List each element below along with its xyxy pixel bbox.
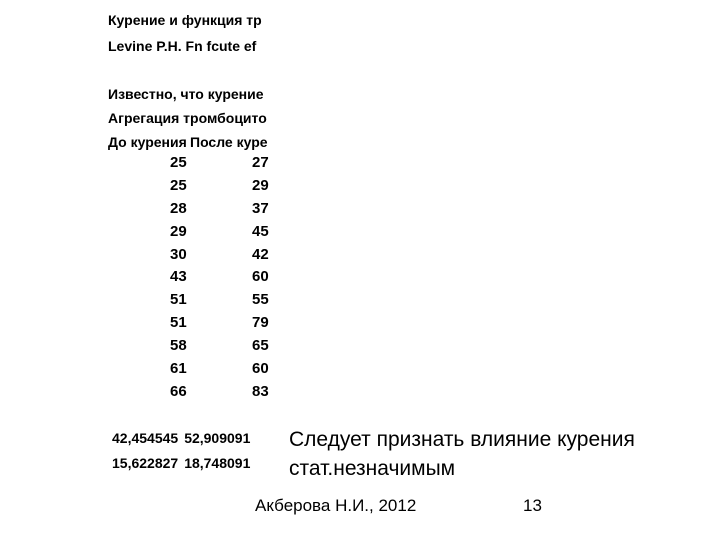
cell-after: 83: [252, 382, 269, 400]
cell-before: 58: [170, 337, 187, 355]
cell-before: 28: [170, 199, 187, 217]
cell-before: 61: [170, 360, 187, 378]
mean-before: 42,454545: [112, 430, 179, 446]
table-row: [104, 223, 280, 246]
cell-after: 42: [252, 245, 269, 263]
sheet-column-headers: [108, 134, 268, 150]
table-row: [104, 246, 280, 269]
cell-before: 66: [170, 382, 187, 400]
conclusion-line1: Следует признать влияние курения: [289, 428, 635, 451]
conclusion-text: [289, 425, 709, 483]
sheet-text-line1: Известно, что курение: [108, 86, 264, 102]
cell-before: 51: [170, 291, 187, 309]
cell-before: 29: [170, 222, 187, 240]
cell-after: 37: [252, 199, 269, 217]
table-row: [104, 154, 280, 177]
cell-after: 60: [252, 360, 269, 378]
column-header-before: До курения: [108, 134, 187, 150]
sheet-title-line1: Курение и функция тр: [108, 12, 262, 28]
spreadsheet-excerpt: [104, 8, 280, 478]
data-rows: [104, 154, 280, 406]
mean-row: [112, 430, 250, 446]
cell-before: 43: [170, 268, 187, 286]
conclusion-line2: стат.незначимым: [289, 457, 456, 480]
cell-after: 55: [252, 291, 269, 309]
table-row: [104, 200, 280, 223]
column-header-after: После куре: [190, 134, 268, 150]
cell-after: 60: [252, 268, 269, 286]
page-number: 13: [523, 496, 542, 515]
cell-after: 27: [252, 154, 269, 171]
sd-before: 15,622827: [112, 455, 179, 471]
mean-after: 52,909091: [184, 430, 251, 446]
footer-author: Акберова Н.И., 2012: [255, 496, 417, 515]
sd-after: 18,748091: [184, 455, 251, 471]
table-row: [104, 268, 280, 291]
table-row: [104, 177, 280, 200]
table-row: [104, 314, 280, 337]
table-row: [104, 291, 280, 314]
cell-after: 79: [252, 314, 269, 332]
sheet-title-line2: Levine P.H. Fn fcute ef: [108, 38, 257, 54]
sheet-text-line2: Агрегация тромбоцито: [108, 110, 267, 126]
cell-before: 25: [170, 176, 187, 194]
cell-before: 51: [170, 314, 187, 332]
cell-after: 65: [252, 337, 269, 355]
cell-before: 25: [170, 154, 187, 171]
cell-after: 45: [252, 222, 269, 240]
cell-after: 29: [252, 176, 269, 194]
table-row: [104, 383, 280, 406]
table-row: [104, 337, 280, 360]
sd-row: [112, 455, 250, 471]
table-row: [104, 360, 280, 383]
cell-before: 30: [170, 245, 187, 263]
